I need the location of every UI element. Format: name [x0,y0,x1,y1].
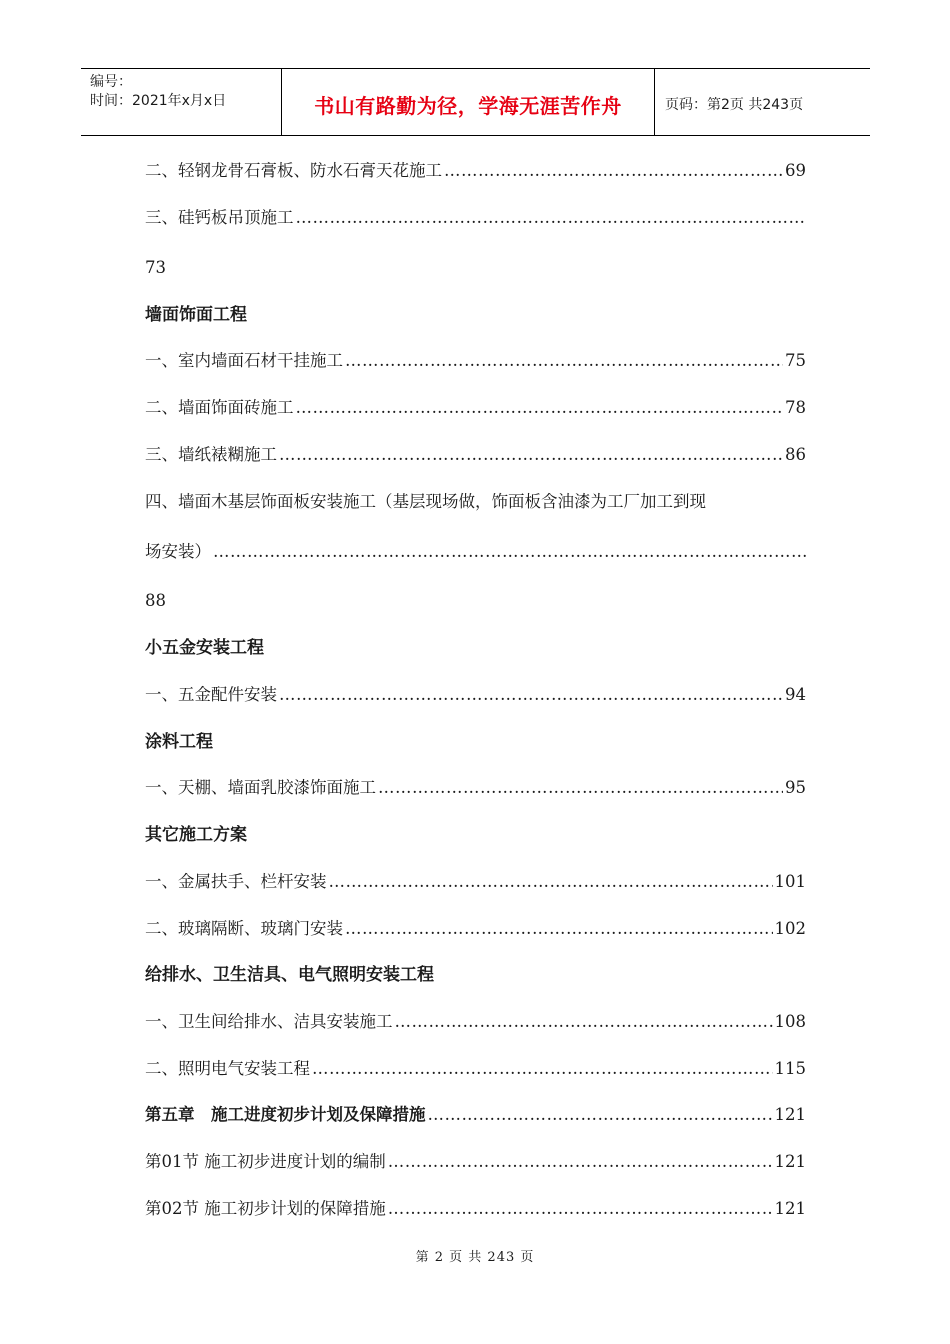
toc-entry-title: 三、墙纸裱糊施工 [145,445,277,464]
toc-entry[interactable] [145,917,806,941]
toc-entry[interactable] [145,1057,806,1081]
toc-entry-page: 108 [774,1012,806,1031]
toc-entry-page: 95 [785,778,806,797]
toc-entry[interactable] [145,870,806,894]
toc-entry-title: 第01节 施工初步进度计划的编制 [145,1152,386,1171]
toc-entry[interactable] [145,1197,806,1221]
toc-dot-leader [388,1197,773,1221]
toc-entry-title[interactable]: 四、墙面木基层饰面板安装施工（基层现场做，饰面板含油漆为工厂加工到现 [145,492,706,511]
toc-dot-leader [378,776,783,800]
date-label: 时间：2021年x月x日 [90,93,227,109]
toc-entry-title: 一、五金配件安装 [145,685,277,704]
toc-dot-leader [395,1010,773,1034]
toc-entry[interactable] [145,1010,806,1034]
page-header [81,68,870,136]
toc-entry[interactable] [145,443,806,467]
toc-entry-page: 78 [785,398,806,417]
toc-chapter-entry[interactable] [145,1103,806,1127]
toc-entry[interactable] [145,206,806,230]
toc-entry-title: 第02节 施工初步计划的保障措施 [145,1199,386,1218]
toc-entry[interactable] [145,776,806,800]
toc-entry-title: 场安装） [145,542,211,561]
toc-entry-title: 二、玻璃隔断、玻璃门安装 [145,919,343,938]
toc-entry-page: 121 [774,1152,806,1171]
toc-entry[interactable] [145,1150,806,1174]
toc-dot-leader [388,1150,773,1174]
toc-entry-page: 102 [774,919,806,938]
toc-section-heading[interactable]: 给排水、卫生洁具、电气照明安装工程 [145,965,434,985]
toc-entry[interactable] [145,683,806,707]
toc-section-heading[interactable]: 其它施工方案 [145,825,247,845]
toc-entry-title: 二、轻钢龙骨石膏板、防水石膏天花施工 [145,161,442,180]
toc-dot-leader [279,683,783,707]
toc-entry-title: 一、卫生间给排水、洁具安装施工 [145,1012,393,1031]
toc-entry-page: 75 [785,351,806,370]
toc-entry-page: 121 [774,1199,806,1218]
toc-dot-leader [345,917,773,941]
page-footer: 第 2 页 共 243 页 [415,1250,535,1265]
toc-dot-leader [296,206,807,230]
toc-entry-page: 101 [774,872,806,891]
toc-dot-leader [296,396,784,420]
toc-dot-leader [329,870,773,894]
toc-entry-page: 88 [145,591,166,610]
toc-section-heading[interactable]: 小五金安装工程 [145,638,264,658]
toc-entry-title: 二、照明电气安装工程 [145,1059,310,1078]
toc-entry[interactable] [145,159,806,183]
toc-entry-title: 二、墙面饰面砖施工 [145,398,294,417]
toc-entry-title: 三、硅钙板吊顶施工 [145,208,294,227]
toc-entry[interactable] [145,349,806,373]
toc-dot-leader [428,1103,773,1127]
header-page-label: 页码：第2页 共243页 [665,97,804,113]
header-motto: 书山有路勤为径，学海无涯苦作舟 [282,69,655,135]
toc-entry-page: 121 [774,1105,806,1124]
toc-dot-leader [312,1057,773,1081]
toc-entry-title: 一、天棚、墙面乳胶漆饰面施工 [145,778,376,797]
toc-entry[interactable] [145,396,806,420]
toc-entry-title: 第五章 施工进度初步计划及保障措施 [145,1105,426,1124]
serial-label: 编号： [90,74,132,90]
toc-entry-title: 一、金属扶手、栏杆安装 [145,872,327,891]
toc-section-heading[interactable]: 涂料工程 [145,732,213,752]
toc-entry-page: 94 [785,685,806,704]
toc-entry-page: 69 [785,161,806,180]
toc-entry-page: 86 [785,445,806,464]
toc-entry[interactable] [145,540,806,564]
toc-entry-page: 115 [774,1059,806,1078]
header-meta [81,69,282,135]
toc-dot-leader [345,349,783,373]
toc-entry-title: 一、室内墙面石材干挂施工 [145,351,343,370]
toc-entry-page: 73 [145,258,166,277]
toc-section-heading[interactable]: 墙面饰面工程 [145,305,247,325]
toc-dot-leader [213,540,806,564]
toc-dot-leader [279,443,783,467]
toc-dot-leader [444,159,783,183]
